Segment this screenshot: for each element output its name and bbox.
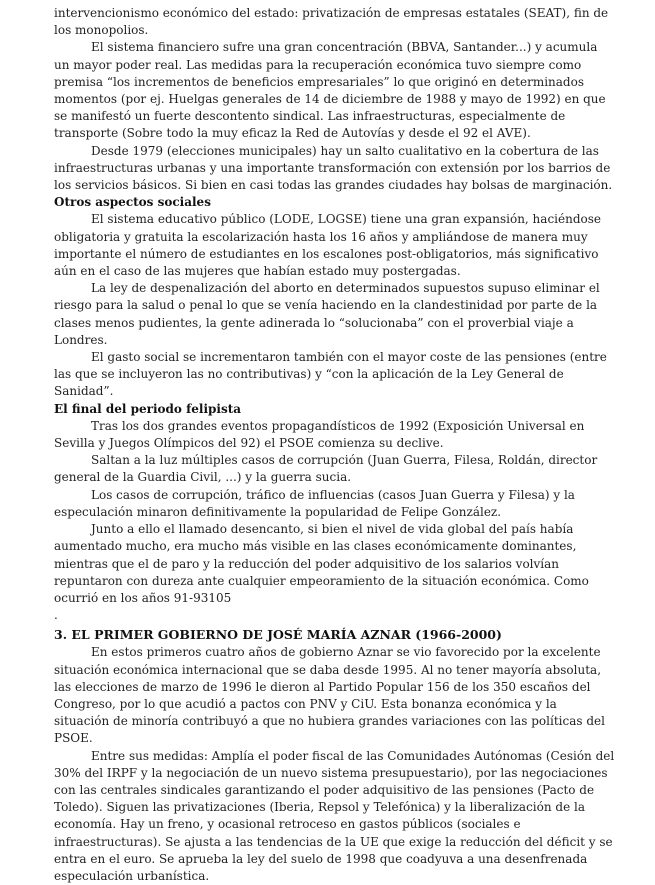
subheading-social-aspects: Otros aspectos sociales xyxy=(54,195,211,210)
subheading-end-of-felipista-period: El final del periodo felipista xyxy=(54,401,242,416)
paragraph-financial-system: El sistema financiero sufre una gran concentración (BBVA, Santander...) y acumula un mayor poder real. Las medidas para la recuperación económica tuvo siempre como premisa “los incrementos de beneficios empresariales” lo que originó en determinados momentos (por ej. Huelgas generales de 14 de diciembre de 1988 y mayo de 1992) en que se manifestó un fuerte descontento sindical. Las infraestructuras, especialmente de transporte (Sobre todo la muy eficaz la Red de Autovías y desde el 92 el AVE). xyxy=(54,40,606,141)
paragraph-abortion-law: La ley de despenalización del aborto en determinados supuestos supuso eliminar el riesgo para la salud o penal lo que se venía haciendo en la clandestinidad por parte de la clases menos pudientes, la gente adinerada lo “solucionaba” con el proverbial viaje a Londres. xyxy=(54,281,600,347)
section-title-aznar: 3. EL PRIMER GOBIERNO DE JOSÉ MARÍA AZNAR (1966-2000) xyxy=(54,627,502,643)
paragraph-social-spending: El gasto social se incrementaron también con el mayor coste de las pensiones (entre las que se incluyeron las no contributivas) y “con la aplicación de la Ley General de Sanidad”. xyxy=(54,350,607,399)
paragraph-1992-events: Tras los dos grandes eventos propagandísticos de 1992 (Exposición Universal en Sevilla y Juegos Olímpicos del 92) el PSOE comienza su declive. xyxy=(54,418,585,451)
paragraph-aznar-first-years: En estos primeros cuatro años de gobierno Aznar se vio favorecido por la excelente situación económica internacional que se daba desde 1995. Al no tener mayoría absoluta, las elecciones de marzo de 1996 le dieron al Partido Popular 156 de los 350 escaños del Congreso, por lo que acudió a pactos con PNV y CiU. Esta bonanza económica y la situación de minoría contribuyó a que no hubiera grandes variaciones con las políticas del PSOE. xyxy=(54,645,605,746)
paragraph-urban-infrastructure: Desde 1979 (elecciones municipales) hay un salto cualitativo en la cobertura de las infraestructuras urbanas y una importante transformación con extensión por los barrios de los servicios básicos. Si bien en casi todas las grandes ciudades hay bolsas de marginación. xyxy=(54,143,613,193)
paragraph-continuation: intervencionismo económico del estado: privatización de empresas estatales (SEAT), fin de los monopolios. xyxy=(54,6,609,38)
paragraph-corruption-cases: Saltan a la luz múltiples casos de corrupción (Juan Guerra, Filesa, Roldán, director general de la Guardia Civil, ...) y la guerra sucia. xyxy=(54,453,598,485)
stray-period: . xyxy=(54,608,58,623)
paragraph-disenchantment: Junto a ello el llamado desencanto, si bien el nivel de vida global del país había aumentado mucho, era mucho más visible en las clases económicamente dominantes, mientras que el de paro y la reducción del poder adquisitivo de los salarios volvían repuntaron con dureza ante cualquier empeoramiento de la situación económica. Como ocurrió en los años 91-93105 xyxy=(54,522,589,605)
paragraph-education: El sistema educativo público (LODE, LOGSE) tiene una gran expansión, haciéndose obligatoria y gratuita la escolarización hasta los 16 años y ampliándose de manera muy importante el número de estudiantes en los escalones post-obligatorios, más significativo aún en el caso de las mujeres que habían estado muy postergadas. xyxy=(54,212,601,279)
paragraph-aznar-measures: Entre sus medidas: Amplía el poder fiscal de las Comunidades Autónomas (Cesión del 30% del IRPF y la negociación de un nuevo sistema presupuestario), por las negociaciones con las centrales sindicales garantizando el poder adquisitivo de las pensiones (Pacto de Toledo). Siguen las privatizaciones (Iberia, Repsol y Telefónica) y la liberalización de la economía. Hay un freno, y ocasional retroceso en gastos públicos (sociales e infraestructuras). Se ajusta a las tendencias de la UE que exige la reducción del déficit y se entra en el euro. Se aprueba la ley del suelo de 1998 que coadyuva a una desenfrenada especulación urbanística. xyxy=(54,748,615,883)
paragraph-influence-peddling: Los casos de corrupción, tráfico de influencias (casos Juan Guerra y Filesa) y la especulación minaron definitivamente la popularidad de Felipe González. xyxy=(54,487,575,519)
